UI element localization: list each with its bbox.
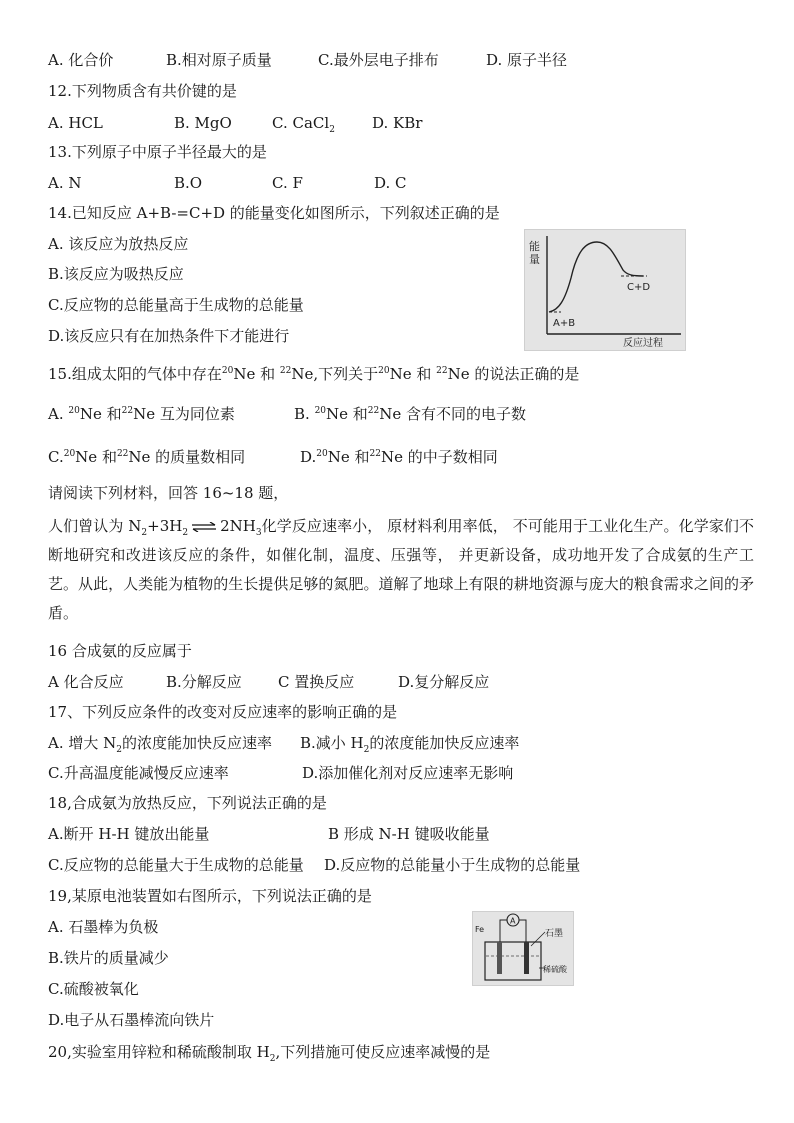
q16-stem: 16 合成氨的反应属于 — [48, 642, 192, 660]
q13-option-d: D. C — [374, 174, 407, 192]
q14-option-a: A. 该反应为放热反应 — [48, 235, 189, 253]
iron-electrode — [497, 942, 502, 974]
q18-stem: 18,合成氨为放热反应，下列说法正确的是 — [48, 794, 327, 812]
q16-option-d: D.复分解反应 — [398, 673, 490, 691]
reactant-label: A+B — [553, 318, 576, 329]
q14-option-d: D.该反应只有在加热条件下才能进行 — [48, 327, 290, 345]
ammeter-label: A — [510, 916, 516, 926]
graphite-electrode — [524, 942, 529, 974]
q15-stem: 15.组成太阳的气体中存在$^{20}$Ne 和 $^{22}$Ne,下列关于$^{20}$Ne 和 $^{22}$Ne 的说法正确的是 — [48, 365, 580, 383]
q12-option-d: D. KBr — [372, 114, 423, 132]
q15-option-b: B. $^{20}$Ne 和$^{22}$Ne 含有不同的电子数 — [294, 405, 527, 423]
fe-label: Fe — [475, 925, 485, 934]
y-label-2: 量 — [529, 253, 540, 266]
reading-intro: 请阅读下列材料，回答 16~18 题， — [48, 484, 289, 502]
x-label: 反应过程 — [623, 338, 663, 349]
q18-option-b: B 形成 N-H 键吸收能量 — [328, 825, 490, 843]
q11-option-d: D. 原子半径 — [486, 51, 568, 69]
q12-option-c: C. CaCl$_2$ — [272, 114, 335, 135]
q20-stem: 20,实验室用锌粒和稀硫酸制取 $H_2$,下列措施可使反应速率减慢的是 — [48, 1043, 491, 1064]
reading-paragraph: 人们曾认为 $N_2+3H_2$ $2NH_3$化学反应速率小， 原材料利用率低， 不可能用于工业化生产。化学家们不断地研究和改进该反应的条件，如催化制，温度、压强等， 并更新设备，成功地开发了合成氨的生产工艺。从此，人类能为植物的生长提供足够的氮肥。道解了地球上有限的耕地资源与庞大的粮食需求之间的矛盾。 — [48, 517, 754, 622]
q19-stem: 19,某原电池装置如右图所示，下列说法正确的是 — [48, 887, 372, 905]
q19-option-c: C.硫酸被氧化 — [48, 980, 139, 998]
q17-option-a: A. 增大 $N_2$的浓度能加快反应速率 — [48, 734, 273, 755]
q12-option-b: B. MgO — [174, 114, 232, 132]
energy-diagram — [524, 229, 686, 351]
q17-option-d: D.添加催化剂对反应速率无影响 — [302, 764, 514, 782]
q16-option-b: B.分解反应 — [166, 673, 242, 691]
q15-option-a: A. $^{20}$Ne 和$^{22}$Ne 互为同位素 — [48, 405, 235, 423]
q15-option-d: D.$^{20}$Ne 和$^{22}$Ne 的中子数相同 — [300, 448, 498, 466]
q16-option-a: A 化合反应 — [48, 673, 124, 691]
graphite-leader — [531, 932, 545, 946]
graphite-label: 石墨 — [545, 929, 564, 939]
q11-option-b: B.相对原子质量 — [166, 51, 272, 69]
q12-option-a: A. HCL — [48, 114, 103, 132]
q16-option-c: C 置换反应 — [278, 673, 355, 691]
q13-option-a: A. N — [48, 174, 82, 192]
q14-option-c: C.反应物的总能量高于生成物的总能量 — [48, 296, 304, 314]
q19-option-d: D.电子从石墨棒流向铁片 — [48, 1011, 215, 1029]
q18-option-c: C.反应物的总能量大于生成物的总能量 — [48, 856, 304, 874]
energy-curve — [549, 242, 643, 312]
q18-option-d: D.反应物的总能量小于生成物的总能量 — [324, 856, 581, 874]
q12-stem: 12.下列物质含有共价键的是 — [48, 82, 237, 100]
q15-option-c: C.$^{20}$Ne 和$^{22}$Ne 的质量数相同 — [48, 448, 246, 466]
q13-option-b: B.O — [174, 174, 203, 192]
q14-stem: 14.已知反应 A+B-=C+D 的能量变化如图所示，下列叙述正确的是 — [48, 204, 500, 222]
q11-option-c: C.最外层电子排布 — [318, 51, 439, 69]
galvanic-cell-svg — [473, 912, 573, 985]
q17-option-c: C.升高温度能减慢反应速率 — [48, 764, 229, 782]
q13-option-c: C. F — [272, 174, 303, 192]
energy-diagram-svg — [525, 230, 685, 350]
product-label: C+D — [627, 282, 651, 293]
q19-option-a: A. 石墨棒为负极 — [48, 918, 159, 936]
q13-stem: 13.下列原子中原子半径最大的是 — [48, 143, 267, 161]
q14-option-b: B.该反应为吸热反应 — [48, 265, 184, 283]
y-label-1: 能 — [529, 240, 540, 253]
beaker — [485, 942, 541, 980]
reversible-arrow-icon — [191, 522, 217, 532]
q19-option-b: B.铁片的质量减少 — [48, 949, 169, 967]
q17-option-b: B.减小 $H_2$的浓度能加快反应速率 — [300, 734, 520, 755]
q17-stem: 17、下列反应条件的改变对反应速率的影响正确的是 — [48, 703, 398, 721]
acid-label: 稀硫酸 — [543, 965, 567, 974]
q18-option-a: A.断开 H-H 键放出能量 — [48, 825, 210, 843]
galvanic-cell-diagram — [472, 911, 574, 986]
q11-option-a: A. 化合价 — [48, 51, 114, 69]
